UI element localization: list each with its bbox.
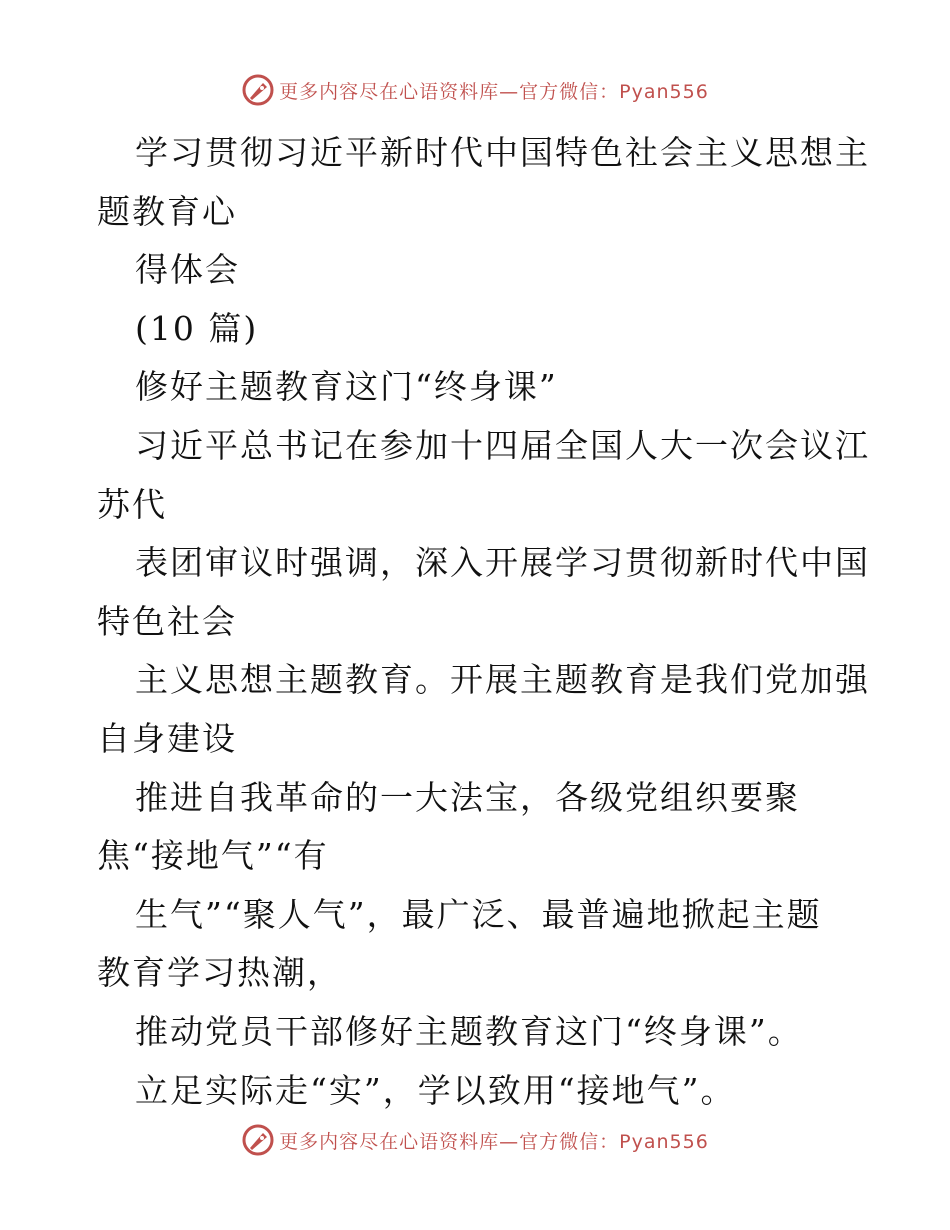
paragraph-line: 立足实际走“实”，学以致用“接地气”。 xyxy=(135,1070,736,1110)
paragraph-line: 推进自我革命的一大法宝，各级党组织要聚 xyxy=(135,777,800,817)
paragraph-line: 学习贯彻习近平新时代中国特色社会主义思想主 xyxy=(135,133,870,172)
paragraph-line: 题教育心 xyxy=(97,191,237,231)
paragraph-line: 习近平总书记在参加十四届全国人大一次会议江 xyxy=(135,425,870,465)
paragraph-line: 特色社会 xyxy=(97,601,237,641)
paragraph-line: 教育学习热潮， xyxy=(97,953,342,993)
paragraph-line: 得体会 xyxy=(135,250,240,290)
paragraph-line: 自身建设 xyxy=(97,718,237,758)
pen-nib-circle-logo-icon xyxy=(241,1123,275,1157)
paragraph-line: 苏代 xyxy=(97,484,167,524)
paragraph-line: 焦“接地气”“有 xyxy=(97,836,329,876)
pen-nib-circle-logo-icon xyxy=(241,73,275,107)
document-body xyxy=(97,124,870,1120)
footer-banner-text: 更多内容尽在心语资料库—官方微信：Pyan556 xyxy=(279,1130,709,1153)
paragraph-line: 生气”“聚人气”，最广泛、最普遍地掀起主题 xyxy=(135,894,822,934)
paragraph-line: 主义思想主题教育。开展主题教育是我们党加强 xyxy=(135,660,870,700)
header-banner-text: 更多内容尽在心语资料库—官方微信：Pyan556 xyxy=(279,80,709,103)
paragraph-line: 推动党员干部修好主题教育这门“终身课”。 xyxy=(135,1011,803,1051)
paragraph-line: 表团审议时强调，深入开展学习贯彻新时代中国 xyxy=(135,543,870,583)
footer-banner xyxy=(0,1120,950,1160)
paragraph-line: (10 篇) xyxy=(135,308,259,348)
paragraph-line: 修好主题教育这门“终身课” xyxy=(135,367,558,407)
header-banner xyxy=(0,70,950,110)
